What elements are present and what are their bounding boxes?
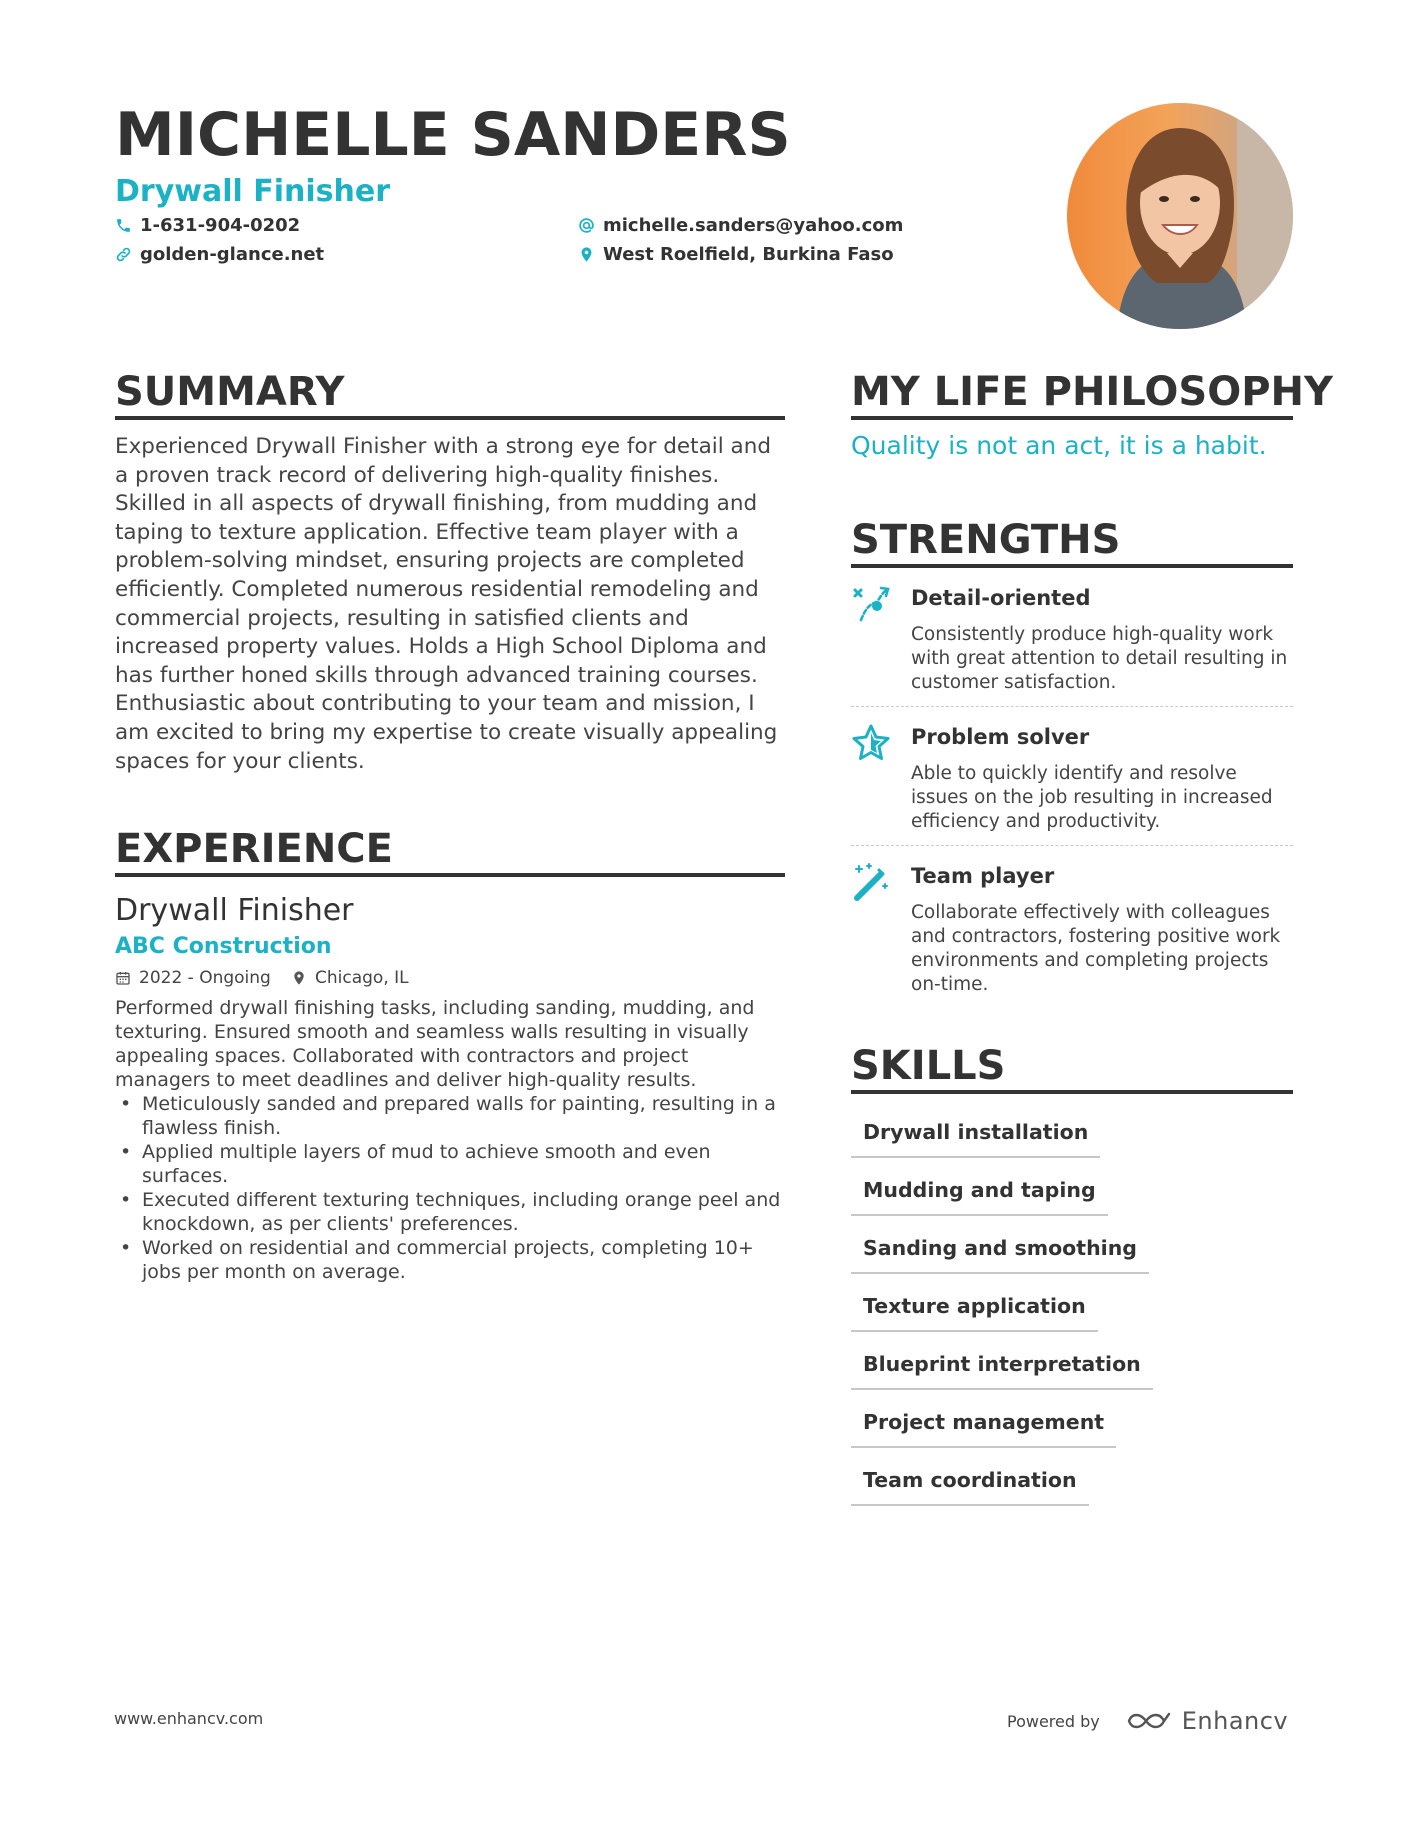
strength-separator (851, 706, 1293, 707)
strength-item (851, 584, 1293, 694)
strength-description: Consistently produce high-quality work with great attention to detail resulting in customer satisfaction. (911, 624, 1288, 693)
job-title: Drywall Finisher (115, 893, 354, 928)
company-name: ABC Construction (115, 934, 332, 959)
brand-name: Enhancv (1181, 1707, 1289, 1735)
contact-phone[interactable] (115, 215, 300, 236)
strength-title: Problem solver (911, 725, 1090, 749)
candidate-name: MICHELLE SANDERS (115, 100, 791, 170)
enhancv-logo (1126, 1707, 1288, 1735)
email-text: michelle.sanders@yahoo.com (603, 215, 904, 236)
phone-icon (115, 217, 132, 234)
philosophy-divider (851, 416, 1293, 420)
strength-title: Detail-oriented (911, 586, 1091, 610)
strength-item (851, 723, 1293, 833)
skills-divider (851, 1090, 1293, 1094)
list-item: • Executed different texturing techniques, including orange peel and knockdown, as per clients' preferences. (115, 1188, 785, 1236)
powered-by-label: Powered by (1007, 1711, 1100, 1731)
skill-tag: Blueprint interpretation (851, 1350, 1153, 1390)
list-item: • Meticulously sanded and prepared walls for painting, resulting in a flawless finish. (115, 1092, 785, 1140)
strengths-heading: STRENGTHS (851, 517, 1121, 563)
strength-separator (851, 845, 1293, 846)
job-location (291, 968, 409, 988)
experience-heading: EXPERIENCE (115, 826, 393, 872)
strength-description: Collaborate effectively with colleagues and contractors, fostering positive work environments and completing projects on-time. (911, 902, 1281, 995)
profile-photo (1067, 103, 1293, 329)
star-icon (851, 723, 891, 763)
experience-divider (115, 873, 785, 877)
job-dates-text: 2022 - Ongoing (139, 968, 271, 988)
footer-powered-by[interactable] (1007, 1707, 1288, 1735)
strength-title: Team player (911, 864, 1055, 888)
skill-tag: Drywall installation (851, 1118, 1100, 1158)
footer-website[interactable]: www.enhancv.com (114, 1709, 264, 1728)
contact-email[interactable] (578, 215, 903, 236)
philosophy-heading: MY LIFE PHILOSOPHY (851, 369, 1333, 415)
profile-photo-image (1067, 103, 1293, 329)
location-text: West Roelfield, Burkina Faso (603, 244, 894, 265)
strengths-divider (851, 564, 1293, 568)
strength-description: Able to quickly identify and resolve issues on the job resulting in increased efficiency and productivity. (911, 763, 1273, 832)
enhancv-logo-icon (1126, 1709, 1172, 1733)
calendar-icon (115, 970, 131, 986)
list-item: • Applied multiple layers of mud to achieve smooth and even surfaces. (115, 1140, 785, 1188)
summary-heading: SUMMARY (115, 369, 345, 415)
link-icon (115, 246, 132, 263)
philosophy-quote: Quality is not an act, it is a habit. (851, 431, 1267, 460)
strength-item (851, 862, 1293, 1002)
at-icon (578, 217, 595, 234)
location-pin-icon (578, 246, 595, 263)
skill-tag: Mudding and taping (851, 1176, 1108, 1216)
skill-tag: Texture application (851, 1292, 1098, 1332)
target-path-icon (851, 584, 891, 624)
job-location-text: Chicago, IL (315, 968, 409, 988)
candidate-role: Drywall Finisher (115, 174, 390, 209)
skill-tag: Team coordination (851, 1466, 1089, 1506)
magic-wand-icon (851, 862, 891, 902)
summary-text: Experienced Drywall Finisher with a strong eye for detail and a proven track record of delivering high-quality finishes. Skilled in all aspects of drywall finishing, from mudding and taping to texture application. Effective team player with a problem-solving mindset, ensuring projects are completed efficiently. Completed numerous residential remodeling and commercial projects, resulting in satisfied clients and increased property values. Holds a High School Diploma and has further honed skills through advanced training courses. Enthusiastic about contributing to your team and mission, I am excited to bring my expertise to create visually appealing spaces for your clients. (115, 434, 778, 774)
skills-heading: SKILLS (851, 1043, 1006, 1089)
phone-text: 1-631-904-0202 (140, 215, 301, 236)
contact-location (578, 244, 894, 265)
job-description: Performed drywall finishing tasks, including sanding, mudding, and texturing. Ensured smooth and seamless walls resulting in visually appealing spaces. Collaborated with contractors and project managers to meet deadlines and deliver high-quality results. (115, 997, 755, 1091)
skill-tag: Project management (851, 1408, 1116, 1448)
contact-website[interactable] (115, 244, 324, 265)
skill-tag: Sanding and smoothing (851, 1234, 1149, 1274)
location-pin-icon (291, 970, 307, 986)
list-item: • Worked on residential and commercial projects, completing 10+ jobs per month on average. (115, 1236, 785, 1284)
website-text: golden-glance.net (140, 244, 325, 265)
summary-divider (115, 416, 785, 420)
job-bullets (115, 1092, 785, 1284)
job-dates (115, 968, 271, 988)
